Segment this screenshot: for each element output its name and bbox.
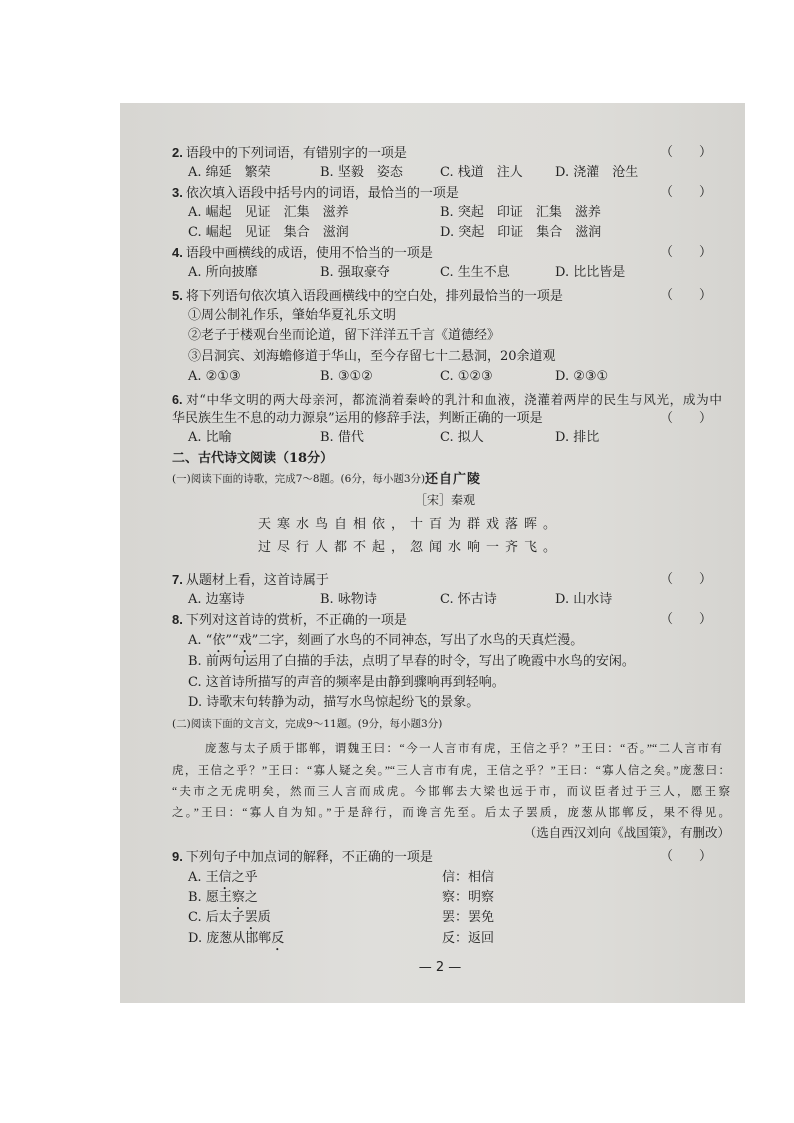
poem-line-2: 过尽行人都不起，忽闻水响一齐飞。 <box>258 539 563 554</box>
option-d: D. 比比皆是 <box>555 265 626 280</box>
option-text: ”二字，刻画了水鸟的不同神态，写出了水鸟的天真烂漫。 <box>251 633 584 648</box>
option-c: C. 崛起 见证 集合 滋润 <box>188 225 349 240</box>
option-text: A. “ <box>188 633 213 648</box>
question-text: 下列句子中加点词的解释，不正确的一项是 <box>185 850 433 865</box>
option-a: A. 边塞诗 <box>188 592 245 607</box>
exam-sheet <box>120 103 745 1003</box>
question-number: 8. <box>172 612 183 627</box>
question-text: 对“中华文明的两大母亲河，都流淌着秦岭的乳汁和血液，浇灌着两岸的民生与风光，成为中 <box>185 392 722 407</box>
emphasized-char: 戏 <box>238 633 252 648</box>
option-c <box>188 909 271 927</box>
option-b: B. 咏物诗 <box>320 592 377 607</box>
option-d: D. 山水诗 <box>555 592 613 607</box>
question-8-stem <box>172 611 407 629</box>
answer-blank: （ ） <box>660 145 713 160</box>
option-text: D. 庞葱从邯郸 <box>188 931 272 946</box>
answer-blank: （ ） <box>660 245 713 260</box>
question-text: 依次填入语段中括号内的词语，最恰当的一项是 <box>185 186 459 201</box>
option-a-gloss: 信：相信 <box>442 870 495 885</box>
option-b: B. 突起 印证 汇集 滋养 <box>440 205 601 220</box>
passage-line-1: 庞葱与太子质于邯郸，谓魏王曰：“今一人言市有虎，王信之乎？”王曰：“否。”“二人言市有 <box>205 743 722 755</box>
option-c: C. 生生不息 <box>440 265 510 280</box>
question-number: 3. <box>172 185 183 200</box>
option-text: B. 愿王 <box>188 890 232 905</box>
option-d: D. 诗歌末句转静为动，描写水鸟惊起纷飞的景象。 <box>188 695 480 710</box>
option-d: D. ②③① <box>555 369 609 384</box>
sentence-3: ③吕洞宾、刘海蟾修道于华山，至今存留七十二悬洞，20余道观 <box>188 349 556 364</box>
question-number: 4. <box>172 245 183 260</box>
question-text: 语段中的下列词语，有错别字的一项是 <box>185 146 407 161</box>
poem-title: 还自广陵 <box>425 472 482 487</box>
option-b <box>188 889 258 907</box>
option-a: A. ②①③ <box>188 369 241 384</box>
option-a: A. 比喻 <box>188 430 232 445</box>
answer-blank: （ ） <box>660 411 713 426</box>
option-d-gloss: 反：返回 <box>442 931 495 946</box>
option-b: B. 前两句运用了白描的手法，点明了早春的时令，写出了晚霞中水鸟的安闲。 <box>188 654 635 669</box>
option-a: A. 所向披靡 <box>188 265 258 280</box>
question-5-stem <box>172 287 563 305</box>
option-text: 之乎 <box>231 870 258 885</box>
option-d: D. 浇灌 沧生 <box>555 165 639 180</box>
emphasized-char: 依 <box>212 633 226 648</box>
option-d <box>188 930 284 948</box>
page-number: — 2 — <box>418 960 462 975</box>
question-2-stem <box>172 144 407 162</box>
option-a <box>188 869 258 887</box>
emphasized-char: 罢 <box>244 910 258 925</box>
option-b-gloss: 察：明察 <box>442 890 495 905</box>
option-text: 之 <box>244 890 258 905</box>
section-heading: 二、古代诗文阅读（18分） <box>172 451 334 466</box>
answer-blank: （ ） <box>660 288 713 303</box>
question-text: 将下列语句依次填入语段画横线中的空白处，排列最恰当的一项是 <box>185 289 563 304</box>
option-b: B. 强取豪夺 <box>320 265 390 280</box>
question-6-stem-line-1 <box>172 391 722 409</box>
part-2-instruction: (二)阅读下面的文言文，完成9～11题。(9分，每小题3分) <box>172 718 443 730</box>
option-c: C. 怀古诗 <box>440 592 497 607</box>
passage-line-2: 虎，王信之乎？”王曰：“寡人疑之矣。”“三人言市有虎，王信之乎？”王曰：“寡人信之矣。”庞葱曰： <box>172 765 730 777</box>
passage-line-3: “夫市之无虎明矣，然而三人言而成虎。今邯郸去大梁也远于市，而议臣者过于三人，愿王察 <box>172 786 730 798</box>
question-4-stem <box>172 244 433 262</box>
answer-blank: （ ） <box>660 185 713 200</box>
question-number: 2. <box>172 145 183 160</box>
poem-line-1: 天寒水鸟自相依，十百为群戏落晖。 <box>258 516 563 531</box>
option-c: C. ①②③ <box>440 369 493 384</box>
option-b: B. ③①② <box>320 369 373 384</box>
answer-blank: （ ） <box>660 849 713 864</box>
emphasized-char: 信 <box>218 870 232 885</box>
question-7-stem <box>172 571 329 589</box>
option-text: A. 王 <box>188 870 219 885</box>
question-number: 7. <box>172 572 183 587</box>
option-text: 质 <box>257 910 271 925</box>
answer-blank: （ ） <box>660 612 713 627</box>
question-number: 9. <box>172 849 183 864</box>
question-text: 下列对这首诗的赏析，不正确的一项是 <box>185 613 407 628</box>
answer-blank: （ ） <box>660 572 713 587</box>
question-text: 从题材上看，这首诗属于 <box>185 573 329 588</box>
option-b: B. 借代 <box>320 430 364 445</box>
passage-source: （选自西汉刘向《战国策》，有删改） <box>523 825 730 840</box>
question-number: 5. <box>172 288 183 303</box>
option-c: C. 栈道 注人 <box>440 165 523 180</box>
part-1-instruction: (一)阅读下面的诗歌，完成7～8题。(6分，每小题3分) <box>172 473 426 485</box>
option-text: C. 后太子 <box>188 910 245 925</box>
option-a: A. 绵延 繁荣 <box>188 165 271 180</box>
option-a: A. 崛起 见证 汇集 滋养 <box>188 205 349 220</box>
emphasized-char: 反 <box>271 931 285 946</box>
sentence-2: ②老子于楼观台坐而论道，留下洋洋五千言《道德经》 <box>188 328 501 343</box>
option-b: B. 坚毅 姿态 <box>320 165 403 180</box>
option-c: C. 这首诗所描写的声音的频率是由静到骤响再到轻响。 <box>188 675 505 690</box>
question-6-stem-line-2: 华民族生生不息的动力源泉”运用的修辞手法，判断正确的一项是 <box>172 411 543 426</box>
option-text: ”“ <box>225 633 239 648</box>
poem-author: ［宋］秦观 <box>415 493 476 507</box>
option-d: D. 突起 印证 集合 滋润 <box>440 225 602 240</box>
option-d: D. 排比 <box>555 430 600 445</box>
option-a <box>188 632 583 650</box>
emphasized-char: 察 <box>231 890 245 905</box>
question-text: 语段中画横线的成语，使用不恰当的一项是 <box>185 246 433 261</box>
option-c: C. 拟人 <box>440 430 484 445</box>
question-9-stem <box>172 848 433 866</box>
option-c-gloss: 罢：罢免 <box>442 910 495 925</box>
sentence-1: ①周公制礼作乐，肇始华夏礼乐文明 <box>188 308 397 323</box>
passage-line-4: 之。”王曰：“寡人自为知。”于是辞行，而谗言先至。后太子罢质，庞葱从邯郸反，果不得见。 <box>172 807 730 819</box>
question-number: 6. <box>172 393 183 407</box>
question-3-stem <box>172 184 459 202</box>
